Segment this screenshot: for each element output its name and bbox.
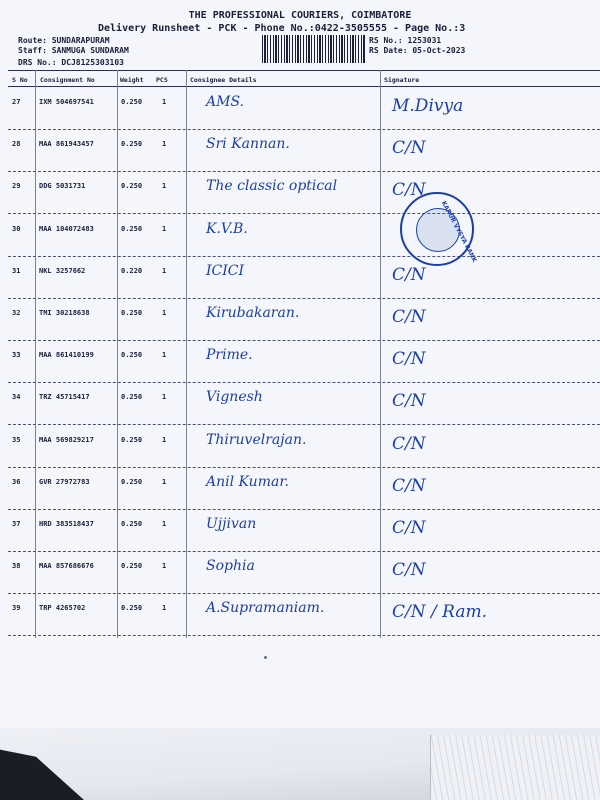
consignment-number: TRZ 45715417: [39, 393, 90, 402]
consignment-number: MAA 861410199: [39, 351, 94, 360]
signature-handwriting: C/N: [392, 180, 426, 201]
table-row: [0, 130, 600, 172]
signature-handwriting: C/N / Ram.: [392, 602, 487, 623]
pcs-cell: 1: [162, 477, 167, 486]
pcs-cell: 1: [162, 309, 167, 317]
consignment-number: NKL 3257662: [39, 266, 86, 275]
consignee-handwriting: Vignesh: [206, 389, 263, 406]
consignee-handwriting: Sri Kannan.: [206, 136, 290, 153]
consignee-handwriting: AMS.: [206, 94, 244, 110]
pcs-cell: 1: [162, 435, 167, 444]
consignment-number: MAA 861943457: [39, 140, 94, 149]
signature-handwriting: C/N: [392, 560, 426, 581]
runsheet-title: Delivery Runsheet - PCK - Phone No.:0422-3505555 - Page No.:3: [98, 23, 466, 34]
weight-cell: 0.250: [121, 182, 143, 191]
rs-number: RS No.: 1253031: [369, 36, 442, 45]
rs-date: RS Date: 05-Oct-2023: [369, 46, 466, 55]
sno-cell: 39: [12, 604, 21, 613]
signature-handwriting: C/N: [392, 264, 426, 285]
weight-cell: 0.250: [121, 520, 143, 528]
pcs-cell: 1: [162, 266, 167, 275]
sno-cell: 36: [12, 477, 21, 486]
consignment-number: MAA 857686676: [39, 562, 94, 571]
consignment-number: HRD 383518437: [39, 520, 94, 528]
weight-cell: 0.250: [121, 562, 143, 571]
company-name: THE PROFESSIONAL COURIERS, COIMBATORE: [188, 10, 412, 21]
signature-handwriting: C/N: [392, 518, 426, 538]
consignment-number: MAA 104072483: [39, 224, 94, 233]
table-row: [0, 594, 600, 636]
weight-cell: 0.250: [121, 309, 143, 317]
table-row: [0, 172, 600, 214]
col-pcs: PCS: [156, 76, 168, 84]
pcs-cell: 1: [162, 520, 167, 528]
consignee-handwriting: K.V.B.: [206, 220, 248, 237]
pcs-cell: 1: [162, 182, 167, 191]
signature-handwriting: M.Divya: [392, 96, 464, 116]
signature-handwriting: C/N: [392, 307, 426, 327]
consignee-handwriting: Kirubakaran.: [206, 305, 300, 321]
consignee-handwriting: Thiruvelrajan.: [206, 431, 307, 448]
consignee-handwriting: Sophia: [206, 558, 255, 575]
pcs-cell: 1: [162, 562, 167, 571]
col-signature: Signature: [384, 76, 420, 84]
col-consignee: Consignee Details: [190, 76, 257, 84]
signature-handwriting: C/N: [392, 391, 426, 412]
sno-cell: 30: [12, 224, 21, 233]
signature-handwriting: C/N: [392, 475, 426, 496]
table-row: [0, 510, 600, 552]
pcs-cell: 1: [162, 140, 167, 149]
weight-cell: 0.250: [121, 351, 143, 360]
weight-cell: 0.250: [121, 98, 143, 106]
table-row: [0, 468, 600, 510]
stamp-text: KARUR VYSYA BANK: [439, 200, 479, 264]
consignee-handwriting: Prime.: [206, 347, 253, 364]
table-row: [0, 299, 600, 341]
pcs-cell: 1: [162, 604, 167, 613]
header-rule-top: [8, 70, 600, 71]
pcs-cell: 1: [162, 351, 167, 360]
pcs-cell: 1: [162, 98, 167, 106]
route-label: Route: SUNDARAPURAM: [18, 36, 110, 45]
sno-cell: 27: [12, 98, 21, 106]
consignee-handwriting: The classic optical: [206, 178, 338, 195]
bank-stamp: [400, 192, 479, 266]
barcode-image: [262, 35, 366, 63]
signature-handwriting: C/N: [392, 349, 426, 370]
col-sno: S No: [12, 76, 28, 84]
weight-cell: 0.250: [121, 604, 143, 613]
sno-cell: 33: [12, 351, 21, 360]
table-row: [0, 257, 600, 299]
table-row: [0, 383, 600, 425]
drs-number: DRS No.: DCJ8125303103: [18, 58, 124, 67]
consignment-number: TMI 30218638: [39, 309, 90, 317]
consignment-number: TRP 4265702: [39, 604, 86, 613]
sno-cell: 38: [12, 562, 21, 571]
weight-cell: 0.250: [121, 224, 143, 233]
sno-cell: 34: [12, 393, 21, 402]
sno-cell: 35: [12, 435, 21, 444]
table-row: [0, 88, 600, 130]
col-weight: Weight: [120, 76, 144, 84]
staff-label: Staff: SANMUGA SUNDARAM: [18, 46, 129, 55]
consignment-number: MAA 569829217: [39, 435, 94, 444]
sno-cell: 32: [12, 309, 21, 317]
weight-cell: 0.250: [121, 477, 143, 486]
consignment-number: GVR 27972783: [39, 477, 90, 486]
signature-handwriting: C/N: [392, 433, 426, 454]
pcs-cell: 1: [162, 393, 167, 402]
header-rule-bottom: [8, 86, 600, 87]
consignee-handwriting: A.Supramaniam.: [206, 600, 325, 617]
sno-cell: 28: [12, 140, 21, 149]
sno-cell: 31: [12, 266, 21, 275]
weight-cell: 0.250: [121, 140, 143, 149]
table-row: [0, 426, 600, 468]
signature-handwriting: C/N: [392, 138, 426, 159]
paper-speck: [264, 656, 267, 659]
consignee-handwriting: ICICI: [206, 262, 245, 279]
sno-cell: 29: [12, 182, 21, 191]
consignee-handwriting: Anil Kumar.: [206, 473, 289, 490]
weight-cell: 0.250: [121, 393, 143, 402]
weight-cell: 0.250: [121, 435, 143, 444]
table-row: [0, 215, 600, 257]
table-row: [0, 341, 600, 383]
sno-cell: 37: [12, 520, 21, 528]
consignment-number: DDG 5031731: [39, 182, 86, 191]
pcs-cell: 1: [162, 224, 167, 233]
consignee-handwriting: Ujjivan: [206, 516, 257, 532]
col-consignment: Consignment No: [40, 76, 95, 84]
stacked-page-edges: [430, 735, 600, 800]
consignment-number: IXM 504697541: [39, 98, 94, 106]
row-separator: [8, 635, 600, 636]
table-row: [0, 552, 600, 594]
weight-cell: 0.220: [121, 266, 143, 275]
